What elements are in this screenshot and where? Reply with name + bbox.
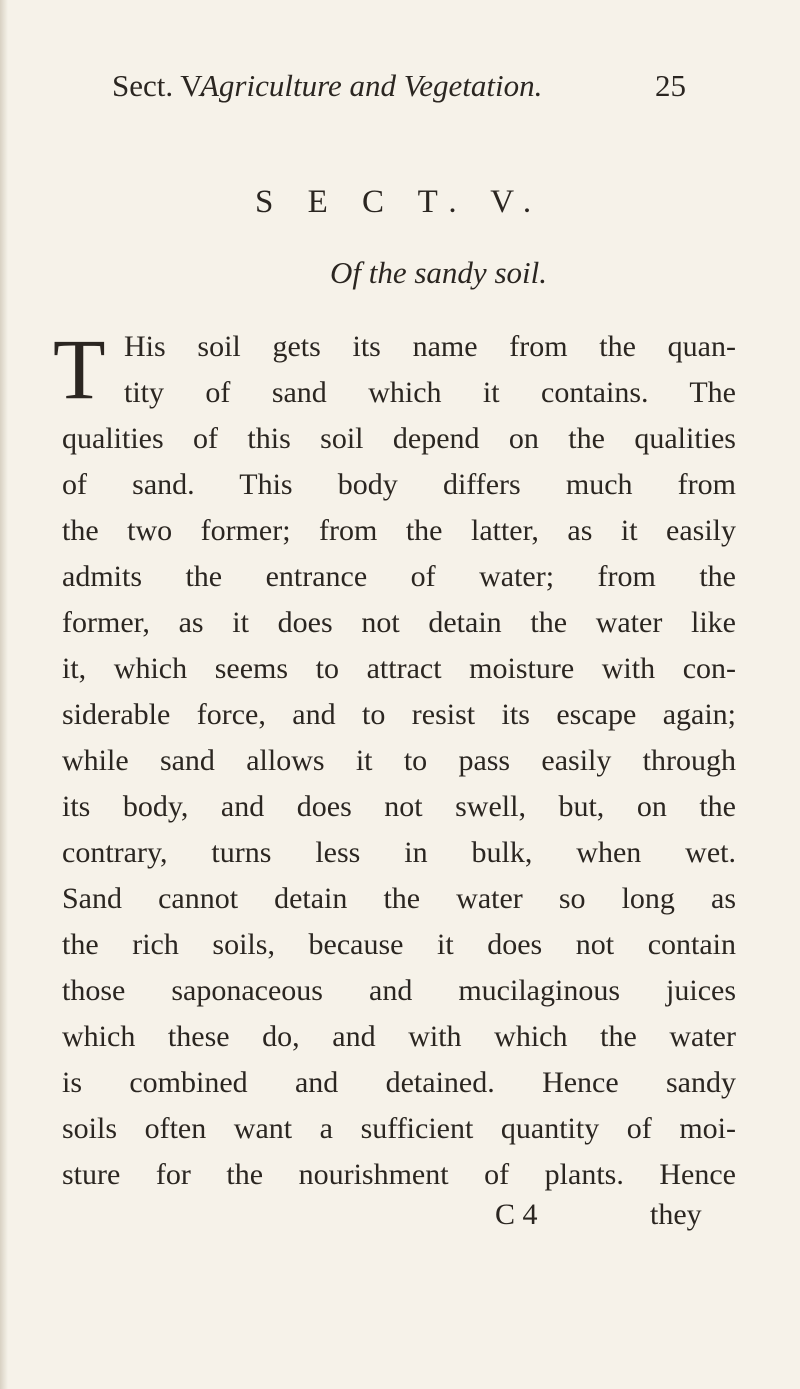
text-line: qualities of this soil depend on the qualities bbox=[62, 422, 736, 455]
section-heading: S E C T. V. bbox=[255, 184, 545, 220]
text-line: the two former; from the latter, as it easily bbox=[62, 514, 736, 547]
text-line: Sand cannot detain the water so long as bbox=[62, 882, 736, 915]
text-line: the rich soils, because it does not contain bbox=[62, 928, 736, 961]
running-head-section: Sect. V. bbox=[112, 68, 207, 103]
text-line: it, which seems to attract moisture with con- bbox=[62, 652, 736, 685]
page-number: 25 bbox=[655, 68, 686, 103]
catchline bbox=[0, 1198, 800, 1238]
text-line: those saponaceous and mucilaginous juices bbox=[62, 974, 736, 1007]
text-line: siderable force, and to resist its escape again; bbox=[62, 698, 736, 731]
text-line: its body, and does not swell, but, on the bbox=[62, 790, 736, 823]
text-line: His soil gets its name from the quan- bbox=[124, 330, 736, 363]
section-subtitle: Of the sandy soil. bbox=[330, 255, 547, 290]
catchword: they bbox=[650, 1198, 702, 1231]
text-line: sture for the nourishment of plants. Hence bbox=[62, 1158, 736, 1191]
text-line: while sand allows it to pass easily through bbox=[62, 744, 736, 777]
text-line: of sand. This body differs much from bbox=[62, 468, 736, 501]
signature-mark: C 4 bbox=[495, 1198, 538, 1231]
text-line: tity of sand which it contains. The bbox=[124, 376, 736, 409]
text-line: is combined and detained. Hence sandy bbox=[62, 1066, 736, 1099]
text-line: admits the entrance of water; from the bbox=[62, 560, 736, 593]
text-line: which these do, and with which the water bbox=[62, 1020, 736, 1053]
text-line: contrary, turns less in bulk, when wet. bbox=[62, 836, 736, 869]
running-head-title: Agriculture and Vegetation. bbox=[200, 68, 543, 103]
page-edge-shadow bbox=[0, 0, 8, 1389]
drop-capital: T bbox=[53, 321, 106, 417]
text-line: soils often want a sufficient quantity of moi- bbox=[62, 1112, 736, 1145]
running-head bbox=[112, 68, 686, 108]
text-line: former, as it does not detain the water like bbox=[62, 606, 736, 639]
